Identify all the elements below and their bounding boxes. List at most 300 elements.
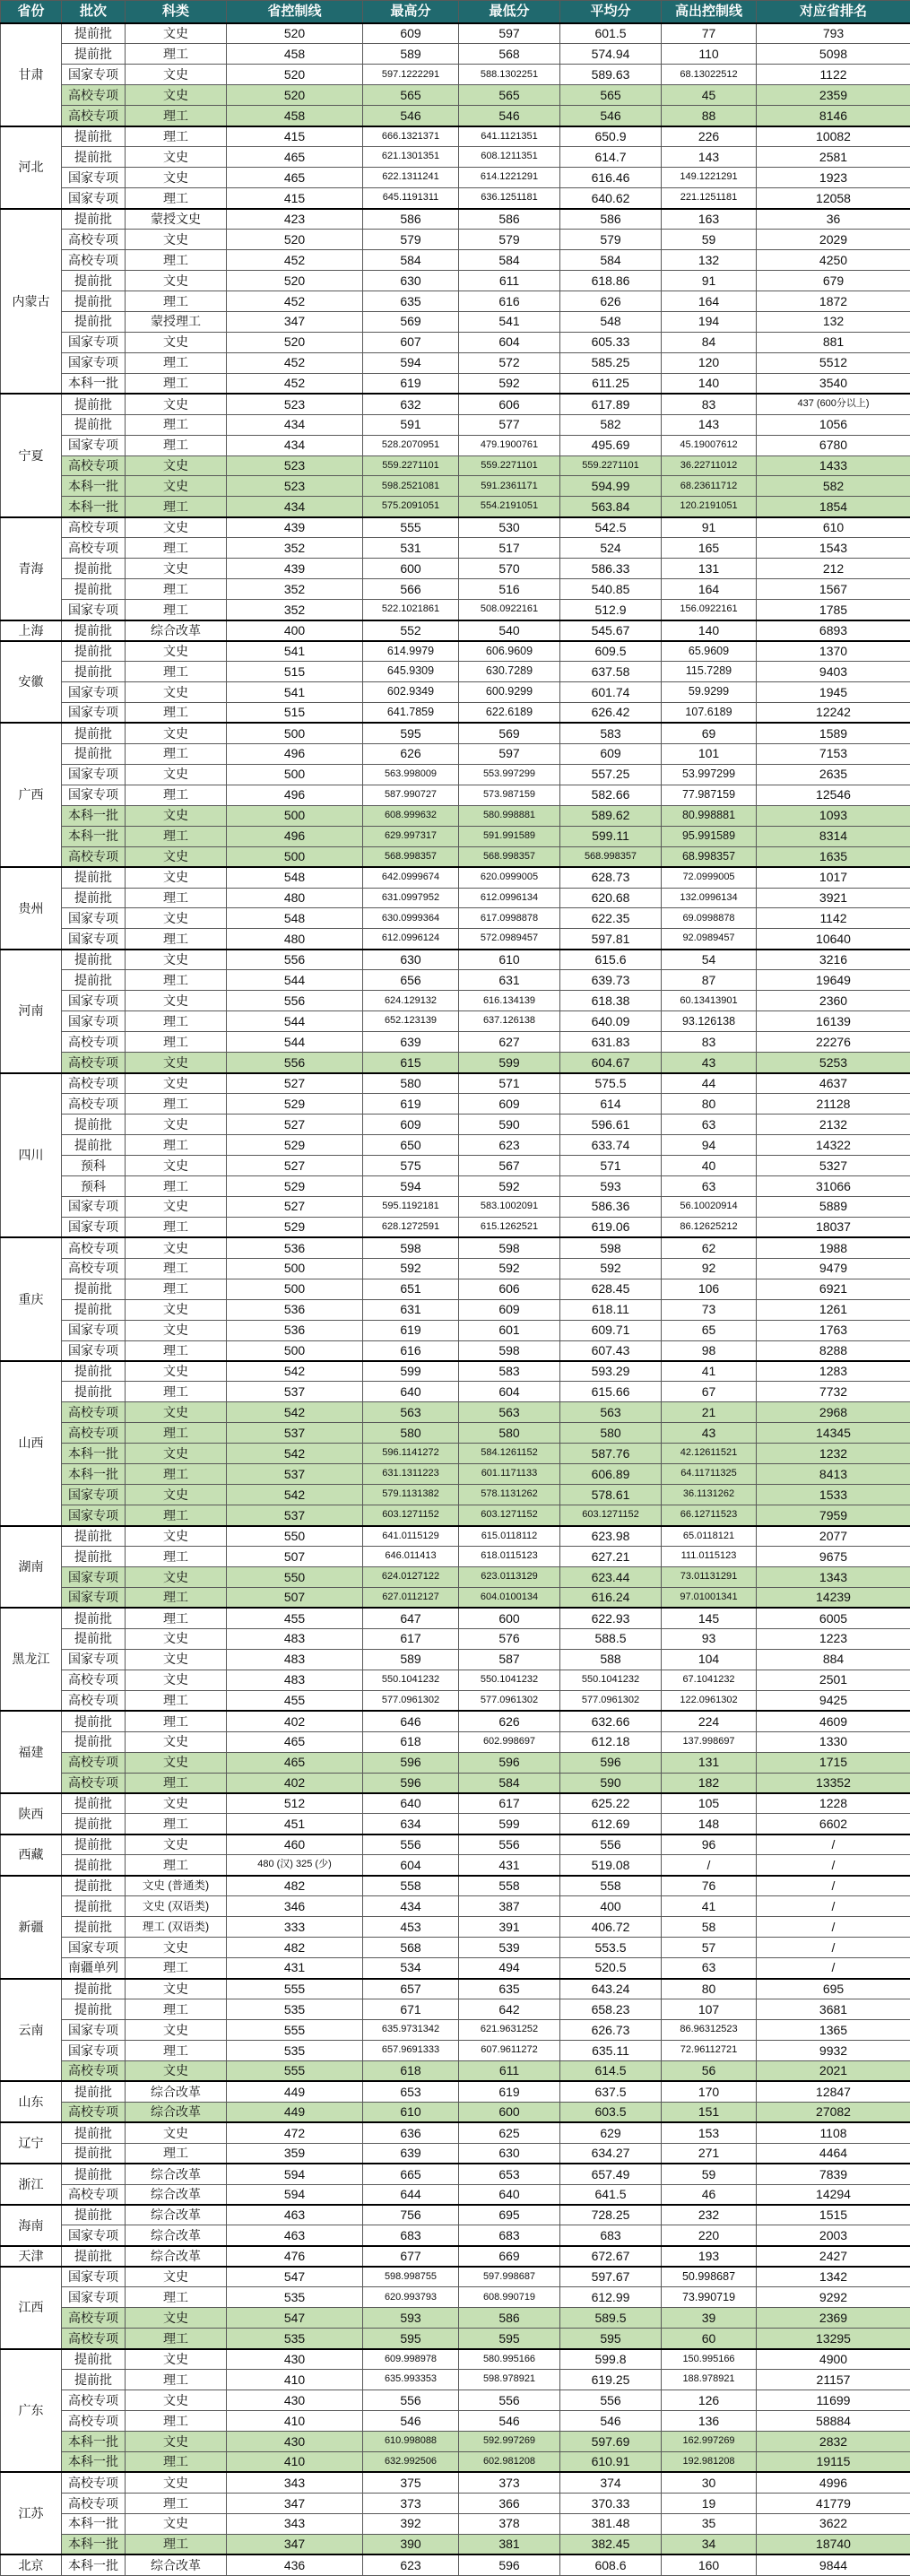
cell: 483 <box>227 1670 363 1690</box>
province-cell: 福建 <box>1 1711 62 1793</box>
cell: 10640 <box>757 929 910 950</box>
cell: 提前批 <box>62 662 126 682</box>
cell: 556 <box>560 1834 662 1855</box>
table-row <box>1 1547 910 1567</box>
cell: 提前批 <box>62 1896 126 1917</box>
cell: 理工 <box>126 497 227 517</box>
cell: 12242 <box>757 702 910 723</box>
cell: 156.0922161 <box>662 600 757 620</box>
cell: 590 <box>560 1773 662 1793</box>
cell: 643.24 <box>560 1979 662 1999</box>
cell: 568.998357 <box>363 846 459 867</box>
cell: 理工 <box>126 1279 227 1299</box>
cell: 6780 <box>757 435 910 455</box>
cell: 115.7289 <box>662 662 757 682</box>
cell: 619 <box>363 373 459 394</box>
cell: 596.61 <box>560 1115 662 1135</box>
table-row <box>1 23 910 44</box>
cell: 563 <box>459 1402 560 1423</box>
cell: 430 <box>227 2432 363 2452</box>
cell: 1433 <box>757 455 910 476</box>
cell: 7153 <box>757 743 910 764</box>
cell: 645.9309 <box>363 662 459 682</box>
cell: 182 <box>662 1773 757 1793</box>
cell: 615.6 <box>560 950 662 970</box>
table-row <box>1 2513 910 2534</box>
cell: 69.0998878 <box>662 908 757 929</box>
province-cell: 贵州 <box>1 867 62 950</box>
cell: 601.1171133 <box>459 1464 560 1485</box>
cell: 579 <box>560 230 662 250</box>
cell: 提前批 <box>62 579 126 600</box>
cell: 572 <box>459 352 560 373</box>
cell: 1330 <box>757 1731 910 1752</box>
cell: 536 <box>227 1237 363 1258</box>
cell: 文史 <box>126 1196 227 1217</box>
cell: 高校专项 <box>62 106 126 126</box>
cell: 589 <box>363 1649 459 1670</box>
cell: 2021 <box>757 2060 910 2081</box>
cell: 理工 <box>126 2534 227 2554</box>
cell: 5098 <box>757 44 910 65</box>
cell: 627.0112127 <box>363 1587 459 1608</box>
cell: 1715 <box>757 1752 910 1773</box>
cell: 理工 <box>126 1855 227 1876</box>
cell: 623 <box>459 1134 560 1155</box>
cell: 理工 <box>126 1175 227 1196</box>
cell: 13295 <box>757 2329 910 2349</box>
cell: 高校专项 <box>62 1423 126 1444</box>
cell: 597.998687 <box>459 2267 560 2287</box>
cell: 535 <box>227 2040 363 2060</box>
cell: 591.991589 <box>459 826 560 846</box>
cell: 224 <box>662 1711 757 1731</box>
cell: / <box>757 1896 910 1917</box>
cell: 631.0997952 <box>363 888 459 908</box>
cell: 95.991589 <box>662 826 757 846</box>
cell: 高校专项 <box>62 517 126 538</box>
cell: 449 <box>227 2081 363 2102</box>
cell: 400 <box>560 1896 662 1917</box>
cell: 483 <box>227 1628 363 1649</box>
cell: 提前批 <box>62 2081 126 2102</box>
cell: 提前批 <box>62 743 126 764</box>
table-row <box>1 1196 910 1217</box>
cell: 理工 <box>126 2370 227 2390</box>
cell: 理工 <box>126 1464 227 1485</box>
province-cell: 江苏 <box>1 2472 62 2554</box>
cell: 616 <box>363 1340 459 1361</box>
cell: 537 <box>227 1505 363 1526</box>
table-row <box>1 702 910 723</box>
cell: 550 <box>227 1526 363 1547</box>
cell: 609 <box>560 743 662 764</box>
cell: 综合改革 <box>126 2554 227 2575</box>
cell: 南疆单列 <box>62 1958 126 1979</box>
table-row <box>1 2287 910 2308</box>
cell: 148 <box>662 1814 757 1834</box>
cell: 1567 <box>757 579 910 600</box>
cell: 641.0115129 <box>363 1526 459 1547</box>
cell: 640 <box>459 2184 560 2205</box>
cell: 140 <box>662 620 757 641</box>
cell: 提前批 <box>62 291 126 311</box>
cell: 理工 <box>126 435 227 455</box>
cell: 575.2091051 <box>363 497 459 517</box>
cell: 提前批 <box>62 1299 126 1320</box>
cell: 556 <box>459 2390 560 2411</box>
cell: 国家专项 <box>62 1340 126 1361</box>
cell: 8288 <box>757 1340 910 1361</box>
cell: 640 <box>363 1793 459 1814</box>
cell: 606.9609 <box>459 641 560 662</box>
cell: 603.5 <box>560 2102 662 2122</box>
cell: 63 <box>662 1115 757 1135</box>
cell: 552 <box>363 620 459 641</box>
cell: 583.1002091 <box>459 1196 560 1217</box>
cell: 540.85 <box>560 579 662 600</box>
cell: 4464 <box>757 2143 910 2164</box>
cell: 193 <box>662 2246 757 2267</box>
cell: 609 <box>363 23 459 44</box>
cell: 11699 <box>757 2390 910 2411</box>
cell: 535 <box>227 1999 363 2020</box>
cell: 97.01001341 <box>662 1587 757 1608</box>
cell: 理工 <box>126 888 227 908</box>
cell: 617.89 <box>560 394 662 414</box>
cell: 628.45 <box>560 1279 662 1299</box>
cell: 本科一批 <box>62 497 126 517</box>
cell: 理工 <box>126 1094 227 1115</box>
cell: 636 <box>363 2122 459 2143</box>
table-row <box>1 1155 910 1175</box>
cell: 604 <box>459 1382 560 1402</box>
table-body <box>1 23 910 2575</box>
cell: 600 <box>459 2102 560 2122</box>
cell: 430 <box>227 2390 363 2411</box>
table-row <box>1 538 910 559</box>
cell: 59 <box>662 230 757 250</box>
cell: 546 <box>363 2411 459 2432</box>
cell: 本科一批 <box>62 2513 126 2534</box>
cell: 410 <box>227 2451 363 2472</box>
cell: 2832 <box>757 2432 910 2452</box>
cell: 615 <box>363 1053 459 1073</box>
cell: 92 <box>662 1258 757 1279</box>
cell: 618.11 <box>560 1299 662 1320</box>
cell: 576 <box>459 1628 560 1649</box>
cell: 465 <box>227 1731 363 1752</box>
table-row <box>1 2451 910 2472</box>
cell: 提前批 <box>62 1115 126 1135</box>
cell: 理工 <box>126 1773 227 1793</box>
cell: 高校专项 <box>62 1258 126 1279</box>
cell: 文史 <box>126 65 227 85</box>
cell: 631 <box>363 1299 459 1320</box>
cell: 556 <box>227 991 363 1011</box>
cell: 国家专项 <box>62 1649 126 1670</box>
cell: 理工 <box>126 2329 227 2349</box>
cell: 586.36 <box>560 1196 662 1217</box>
cell: 提前批 <box>62 559 126 579</box>
table-row <box>1 1485 910 1505</box>
cell: 589.63 <box>560 65 662 85</box>
cell: 612.18 <box>560 1731 662 1752</box>
cell: 3622 <box>757 2513 910 2534</box>
cell: 107 <box>662 1999 757 2020</box>
cell: 594 <box>227 2164 363 2184</box>
cell: 13352 <box>757 1773 910 1793</box>
province-cell: 湖南 <box>1 1526 62 1609</box>
cell: 366 <box>459 2493 560 2513</box>
table-row <box>1 1690 910 1711</box>
cell: 蒙授理工 <box>126 311 227 332</box>
table-row <box>1 2554 910 2575</box>
cell: 149.1221291 <box>662 168 757 188</box>
cell: 629 <box>560 2122 662 2143</box>
cell: 482 <box>227 1876 363 1896</box>
cell: 596 <box>363 1773 459 1793</box>
cell: 56 <box>662 2060 757 2081</box>
cell: 140 <box>662 373 757 394</box>
cell: / <box>757 1917 910 1938</box>
province-cell: 黑龙江 <box>1 1608 62 1711</box>
cell: 569 <box>459 723 560 743</box>
cell: 534 <box>363 1958 459 1979</box>
cell: 728.25 <box>560 2205 662 2225</box>
cell: 提前批 <box>62 2246 126 2267</box>
province-cell: 浙江 <box>1 2164 62 2205</box>
cell: 651 <box>363 1279 459 1299</box>
cell: 652.123139 <box>363 1011 459 1032</box>
cell: 文史 <box>126 1155 227 1175</box>
cell: 理工 <box>126 1690 227 1711</box>
cell: 599 <box>459 1053 560 1073</box>
cell: 提前批 <box>62 311 126 332</box>
table-row <box>1 2432 910 2452</box>
table-row <box>1 1340 910 1361</box>
cell: 451 <box>227 1814 363 1834</box>
cell: 352 <box>227 600 363 620</box>
cell: 文史 <box>126 1485 227 1505</box>
cell: 500 <box>227 764 363 785</box>
cell: 国家专项 <box>62 1217 126 1237</box>
table-row <box>1 44 910 65</box>
cell: 文史 <box>126 1320 227 1340</box>
table-row <box>1 867 910 888</box>
cell: / <box>662 1855 757 1876</box>
cell: 9292 <box>757 2287 910 2308</box>
province-cell: 山西 <box>1 1361 62 1526</box>
cell: 594.99 <box>560 476 662 497</box>
cell: 600 <box>459 1608 560 1628</box>
cell: 594 <box>227 2184 363 2205</box>
cell: 高校专项 <box>62 1402 126 1423</box>
cell: 76 <box>662 1876 757 1896</box>
table-row <box>1 1258 910 1279</box>
cell: 19 <box>662 2493 757 2513</box>
cell: 639 <box>363 1032 459 1053</box>
cell: 本科一批 <box>62 1444 126 1464</box>
cell: 644 <box>363 2184 459 2205</box>
cell: 347 <box>227 2534 363 2554</box>
cell: 617 <box>363 1628 459 1649</box>
cell: 高校专项 <box>62 1237 126 1258</box>
cell: 612.99 <box>560 2287 662 2308</box>
cell: 592 <box>459 1175 560 1196</box>
cell: 107.6189 <box>662 702 757 723</box>
cell: 150.995166 <box>662 2349 757 2370</box>
cell: 624.0127122 <box>363 1566 459 1587</box>
cell: 463 <box>227 2205 363 2225</box>
cell: 402 <box>227 1773 363 1793</box>
cell: 390 <box>363 2534 459 2554</box>
cell: 556 <box>363 2390 459 2411</box>
cell: 496 <box>227 743 363 764</box>
cell: 理工 <box>126 785 227 805</box>
cell: 111.0115123 <box>662 1547 757 1567</box>
cell: 542 <box>227 1361 363 1382</box>
cell: 9675 <box>757 1547 910 1567</box>
cell: 162.997269 <box>662 2432 757 2452</box>
cell: 高校专项 <box>62 2184 126 2205</box>
cell: 理工 <box>126 1958 227 1979</box>
cell: 国家专项 <box>62 168 126 188</box>
cell: 164 <box>662 579 757 600</box>
cell: 文史 <box>126 2308 227 2329</box>
cell: 592 <box>363 1258 459 1279</box>
table-row <box>1 1649 910 1670</box>
cell: 370.33 <box>560 2493 662 2513</box>
cell: 35 <box>662 2513 757 2534</box>
cell: 610.998088 <box>363 2432 459 2452</box>
cell: 566 <box>363 579 459 600</box>
cell: 4250 <box>757 249 910 270</box>
cell: 1923 <box>757 168 910 188</box>
cell: 国家专项 <box>62 702 126 723</box>
province-cell: 北京 <box>1 2554 62 2575</box>
cell: 高校专项 <box>62 2411 126 2432</box>
cell: 588.5 <box>560 1628 662 1649</box>
cell: 593.29 <box>560 1361 662 1382</box>
cell: 文史 <box>126 147 227 168</box>
cell: 本科一批 <box>62 2451 126 2472</box>
cell: 623 <box>363 2554 459 2575</box>
table-row <box>1 1896 910 1917</box>
cell: 理工 <box>126 44 227 65</box>
cell: 557.25 <box>560 764 662 785</box>
cell: 410 <box>227 2411 363 2432</box>
cell: 2077 <box>757 1526 910 1547</box>
table-row <box>1 497 910 517</box>
cell: 437 (600分以上) <box>757 394 910 414</box>
table-row <box>1 230 910 250</box>
cell: 高校专项 <box>62 230 126 250</box>
cell: 558 <box>560 1876 662 1896</box>
cell: 559.2271101 <box>560 455 662 476</box>
cell: 122.0961302 <box>662 1690 757 1711</box>
province-cell: 海南 <box>1 2205 62 2246</box>
cell: 提前批 <box>62 723 126 743</box>
cell: 609 <box>459 1094 560 1115</box>
cell: 614.9979 <box>363 641 459 662</box>
cell: 120 <box>662 352 757 373</box>
cell: 43 <box>662 1423 757 1444</box>
cell: 7732 <box>757 1382 910 1402</box>
cell: 221.1251181 <box>662 188 757 209</box>
cell: 226 <box>662 126 757 147</box>
cell: 535 <box>227 2329 363 2349</box>
cell: 73 <box>662 1299 757 1320</box>
cell: 381.48 <box>560 2513 662 2534</box>
cell: 153 <box>662 2122 757 2143</box>
cell: 555 <box>227 1979 363 1999</box>
cell: 382.45 <box>560 2534 662 2554</box>
cell: 563 <box>363 1402 459 1423</box>
cell: 529 <box>227 1094 363 1115</box>
cell: 63 <box>662 1175 757 1196</box>
cell: 本科一批 <box>62 805 126 826</box>
table-row <box>1 2370 910 2390</box>
cell: 452 <box>227 249 363 270</box>
cell: 637.58 <box>560 662 662 682</box>
cell: 634.27 <box>560 2143 662 2164</box>
cell: 本科一批 <box>62 373 126 394</box>
cell: 553.997299 <box>459 764 560 785</box>
cell: 544 <box>227 1011 363 1032</box>
cell: 587 <box>459 1649 560 1670</box>
cell: 646 <box>363 1711 459 1731</box>
cell: 42.12611521 <box>662 1444 757 1464</box>
cell: 347 <box>227 2493 363 2513</box>
cell: 36.22711012 <box>662 455 757 476</box>
cell: 理工 <box>126 1011 227 1032</box>
cell: 提前批 <box>62 1279 126 1299</box>
cell: 文史 <box>126 2432 227 2452</box>
cell: 604 <box>459 332 560 352</box>
cell: 627 <box>459 1032 560 1053</box>
cell: 理工 <box>126 1814 227 1834</box>
table-row <box>1 1299 910 1320</box>
cell: 本科一批 <box>62 476 126 497</box>
cell: 630 <box>363 270 459 291</box>
cell: 585.25 <box>560 352 662 373</box>
cell: 568 <box>459 44 560 65</box>
cell: 595.1192181 <box>363 1196 459 1217</box>
cell: 528.2070951 <box>363 435 459 455</box>
table-row <box>1 1566 910 1587</box>
cell: 国家专项 <box>62 785 126 805</box>
cell: 36 <box>757 209 910 230</box>
cell: 600.9299 <box>459 682 560 703</box>
cell: 683 <box>459 2225 560 2246</box>
cell: 67 <box>662 1382 757 1402</box>
cell: 592 <box>459 373 560 394</box>
cell: 545.67 <box>560 620 662 641</box>
cell: 599.8 <box>560 2349 662 2370</box>
cell: 579 <box>459 230 560 250</box>
cell: 文史 <box>126 2060 227 2081</box>
cell: 622.93 <box>560 1608 662 1628</box>
cell: 609 <box>363 1115 459 1135</box>
cell: 595 <box>363 2329 459 2349</box>
cell: 793 <box>757 23 910 44</box>
cell: 618 <box>363 2060 459 2081</box>
cell: 理工 <box>126 2493 227 2513</box>
cell: 586 <box>459 2308 560 2329</box>
cell: 9844 <box>757 2554 910 2575</box>
cell: 597.1222291 <box>363 65 459 85</box>
